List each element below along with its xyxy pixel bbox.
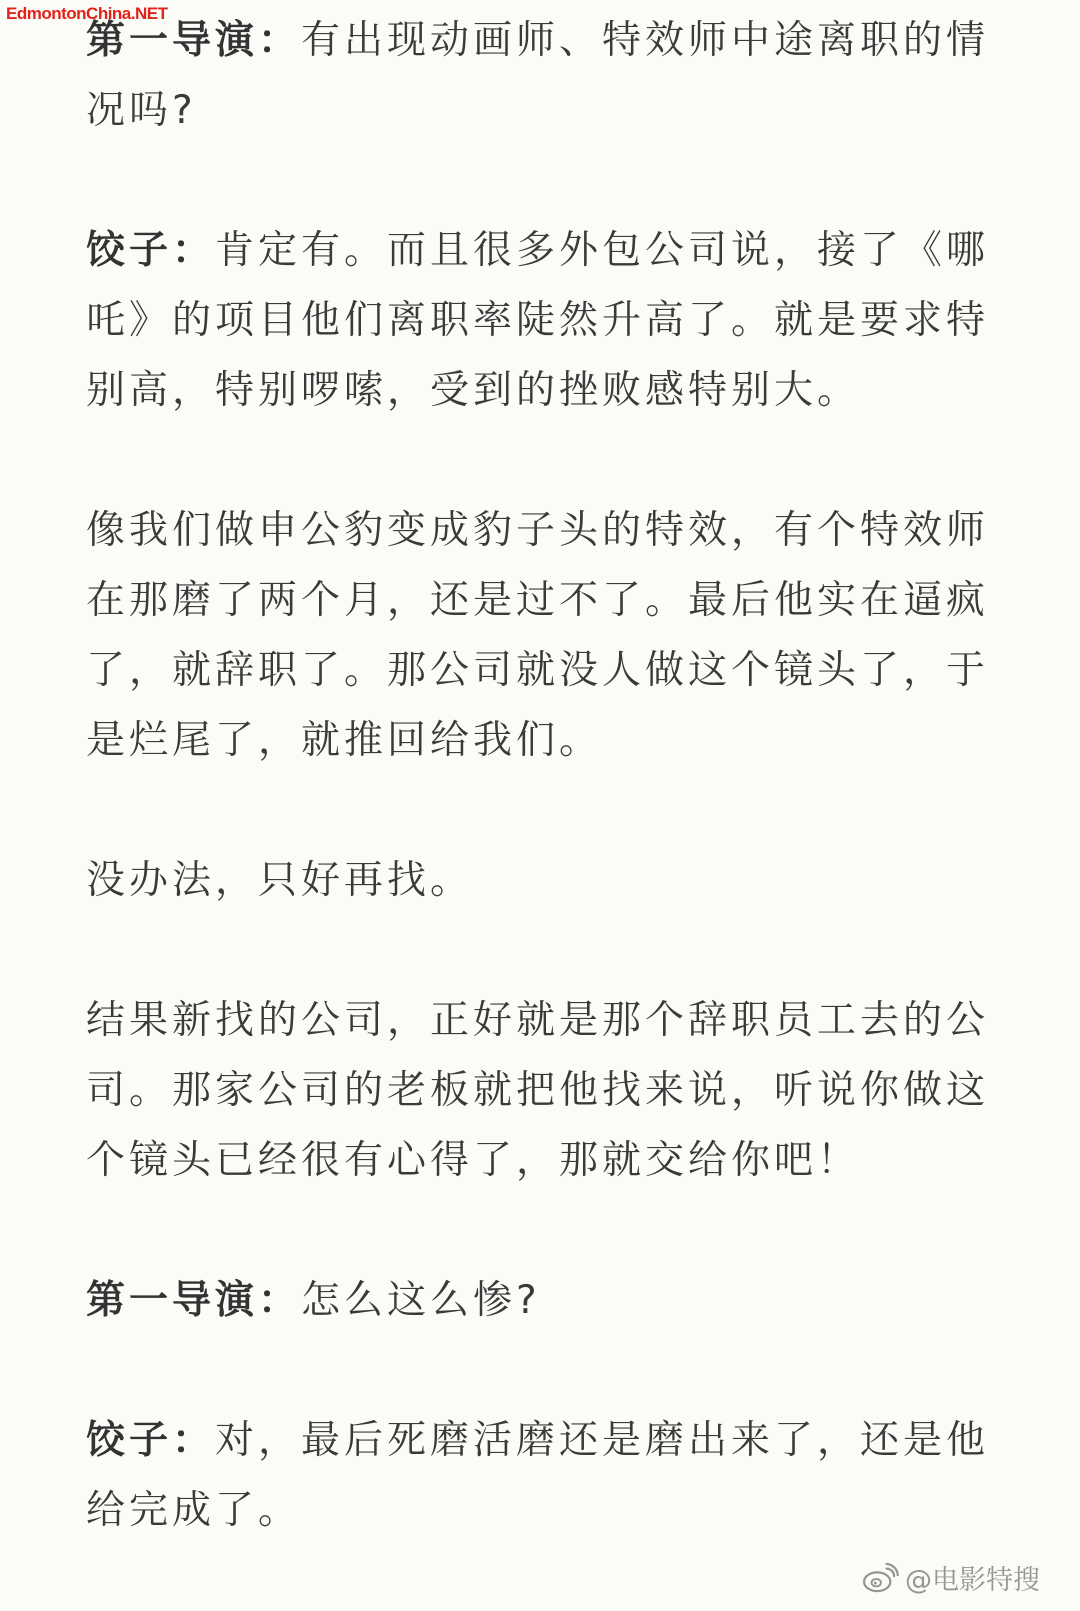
- paragraph-text: 肯定有。而且很多外包公司说，接了《哪吒》的项目他们离职率陡然升高了。就是要求特别高，特别啰嗦，受到的挫败感特别大。: [86, 228, 990, 413]
- source-watermark: [861, 1558, 1040, 1597]
- paragraph-text: 怎么这么惨?: [301, 1278, 541, 1323]
- paragraph-4: [86, 846, 996, 916]
- paragraph-text: 有出现动画师、特效师中途离职的情况吗?: [86, 18, 990, 133]
- speaker-label: 饺子：: [86, 1418, 216, 1463]
- paragraph-text: 对，最后死磨活磨还是磨出来了，还是他给完成了。: [86, 1418, 990, 1533]
- paragraph-6: [86, 1266, 996, 1336]
- paragraph-7: [86, 1406, 996, 1546]
- speaker-label: 第一导演：: [86, 1278, 302, 1323]
- paragraph-2: [86, 216, 996, 426]
- speaker-label: 第一导演：: [86, 18, 302, 63]
- paragraph-5: [86, 986, 996, 1196]
- watermark-logo: EdmontonChina.NET: [6, 4, 168, 23]
- paragraph-text: 没办法，只好再找。: [86, 858, 474, 903]
- article-body: [86, 6, 996, 1546]
- weibo-icon: [861, 1563, 899, 1593]
- speaker-label: 饺子：: [86, 228, 216, 273]
- paragraph-1: [86, 6, 996, 146]
- paragraph-text: 结果新找的公司，正好就是那个辞职员工去的公司。那家公司的老板就把他找来说，听说你做这个镜头已经很有心得了，那就交给你吧！: [86, 998, 990, 1183]
- paragraph-3: [86, 496, 996, 776]
- source-account: @电影特搜: [905, 1565, 1040, 1596]
- paragraph-text: 像我们做申公豹变成豹子头的特效，有个特效师在那磨了两个月，还是过不了。最后他实在逼疯了，就辞职了。那公司就没人做这个镜头了，于是烂尾了，就推回给我们。: [86, 508, 990, 763]
